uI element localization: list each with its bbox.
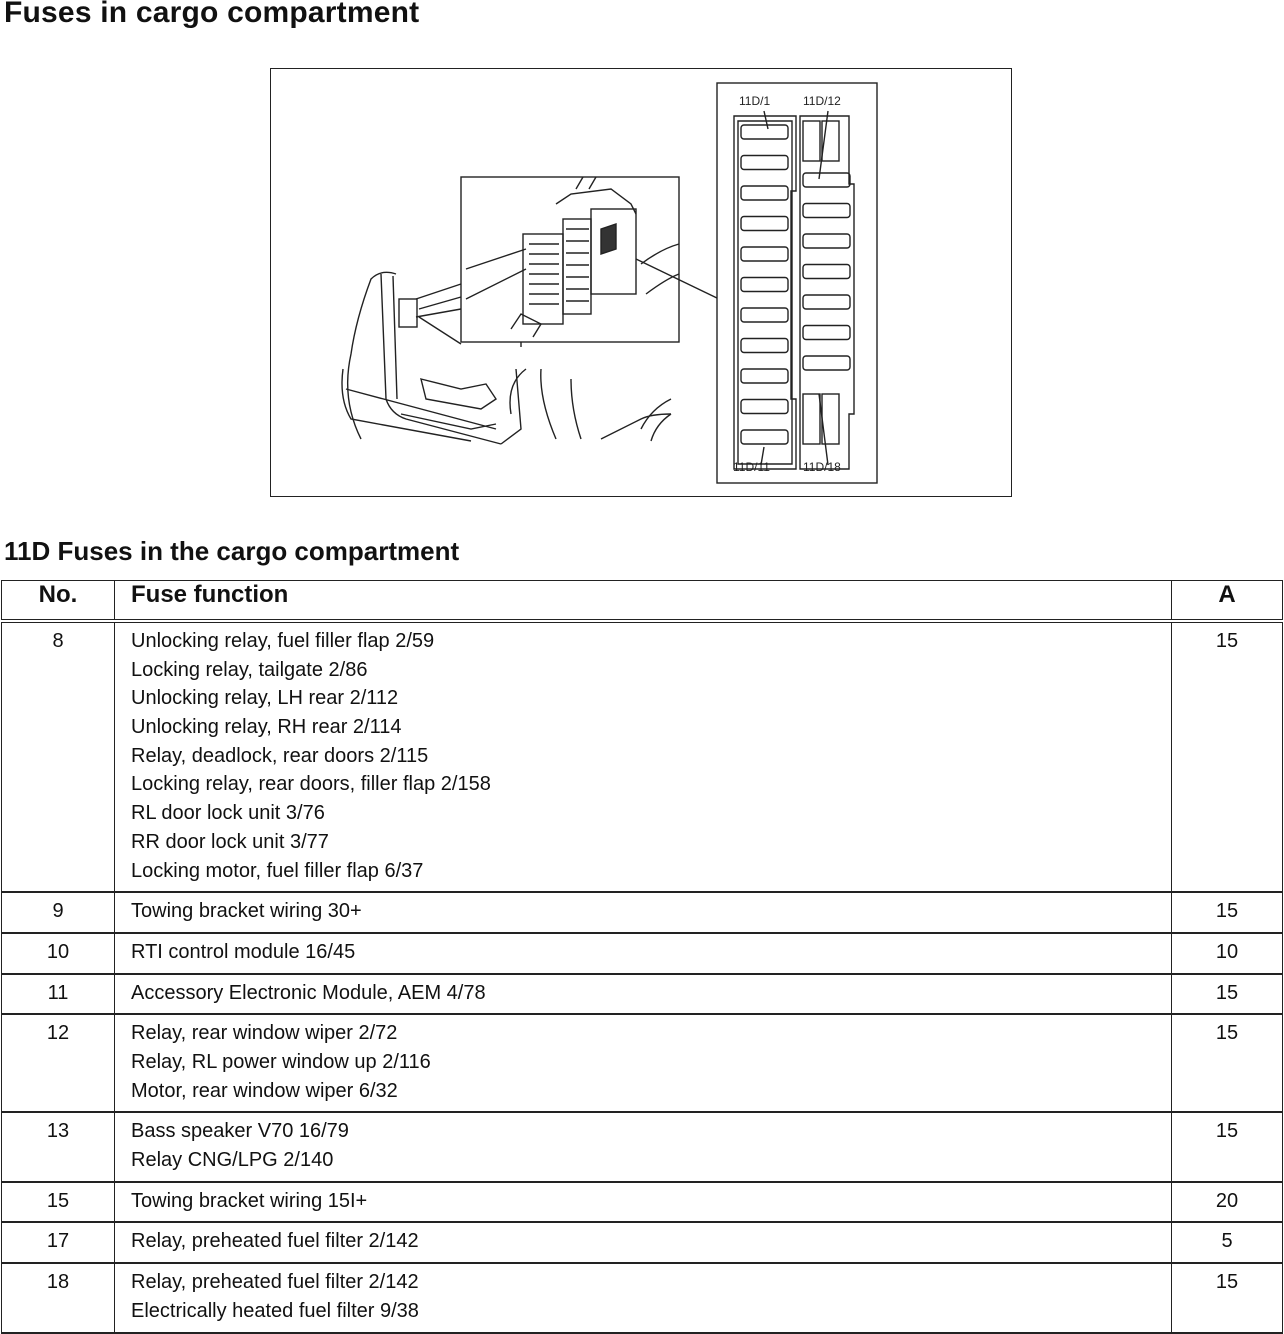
fuse-functions: [115, 1112, 1172, 1181]
label-11d-12: 11D/12: [803, 94, 841, 108]
fuse-function-line: Unlocking relay, LH rear 2/112: [131, 687, 399, 710]
header-function: Fuse function: [115, 581, 1172, 622]
fusebox-closeup-inset: [416, 177, 719, 342]
table-header-row: [2, 581, 1283, 622]
fuse-function-line: Electrically heated fuel filter 9/38: [131, 1299, 419, 1322]
fuse-function-line: Locking motor, fuel filler flap 6/37: [131, 859, 424, 882]
header-no: No.: [2, 581, 115, 622]
fuse-function-line: Relay, preheated fuel filter 2/142: [131, 1230, 419, 1253]
fuse-function-line: Accessory Electronic Module, AEM 4/78: [131, 981, 486, 1004]
fuse-table: [1, 580, 1283, 1334]
fuse-functions: [115, 1263, 1172, 1332]
fuse-amperage: 15: [1172, 1112, 1283, 1181]
fuse-number: 12: [2, 1014, 115, 1112]
table-row: [2, 621, 1283, 892]
fuse-amperage: 20: [1172, 1182, 1283, 1223]
fuse-number: 17: [2, 1222, 115, 1263]
fuse-function-line: RR door lock unit 3/77: [131, 830, 329, 853]
fuse-number: 8: [2, 621, 115, 892]
fuse-number: 10: [2, 933, 115, 974]
table-row: [2, 1222, 1283, 1263]
fuse-function-line: Relay, rear window wiper 2/72: [131, 1022, 398, 1045]
fuse-amperage: 10: [1172, 933, 1283, 974]
page-title: Fuses in cargo compartment: [4, 0, 420, 29]
cargo-compartment-illustration: [271, 69, 1013, 498]
fuse-location-figure: [270, 68, 1012, 497]
fuse-functions: [115, 621, 1172, 892]
fuse-function-line: Relay, preheated fuel filter 2/142: [131, 1271, 419, 1294]
fuse-functions: [115, 1222, 1172, 1263]
fuse-function-line: Motor, rear window wiper 6/32: [131, 1079, 398, 1102]
fuse-function-line: Relay CNG/LPG 2/140: [131, 1149, 334, 1172]
fuse-function-line: Unlocking relay, RH rear 2/114: [131, 716, 402, 739]
table-row: [2, 933, 1283, 974]
fuse-function-line: Locking relay, rear doors, filler flap 2/158: [131, 773, 491, 796]
fuse-function-line: Locking relay, tailgate 2/86: [131, 658, 368, 681]
fuse-function-line: RTI control module 16/45: [131, 940, 356, 963]
label-11d-18: 11D/18: [803, 460, 841, 474]
table-row: [2, 1182, 1283, 1223]
fuse-number: 9: [2, 892, 115, 933]
fuse-functions: [115, 892, 1172, 933]
section-title: 11D Fuses in the cargo compartment: [4, 536, 460, 566]
fuse-number: 11: [2, 974, 115, 1015]
label-11d-11: 11D/11: [733, 460, 770, 474]
table-row: [2, 1263, 1283, 1332]
fuse-number: 15: [2, 1182, 115, 1223]
fuse-number: 18: [2, 1263, 115, 1332]
table-row: [2, 892, 1283, 933]
fuse-amperage: 15: [1172, 892, 1283, 933]
fuse-function-line: Relay, deadlock, rear doors 2/115: [131, 744, 429, 767]
fuse-function-line: Bass speaker V70 16/79: [131, 1120, 349, 1143]
table-row: [2, 1014, 1283, 1112]
table-row: [2, 1112, 1283, 1181]
fuse-amperage: 5: [1172, 1222, 1283, 1263]
fuse-amperage: 15: [1172, 621, 1283, 892]
header-amps: A: [1172, 581, 1283, 622]
fuse-functions: [115, 1014, 1172, 1112]
fuse-function-line: RL door lock unit 3/76: [131, 802, 325, 825]
fuse-number: 13: [2, 1112, 115, 1181]
fuse-functions: [115, 1182, 1172, 1223]
fuse-box-diagram: [717, 83, 877, 483]
fuse-functions: [115, 974, 1172, 1015]
label-11d-1: 11D/1: [739, 94, 771, 108]
fuse-function-line: Towing bracket wiring 30+: [131, 900, 362, 923]
fuse-function-line: Relay, RL power window up 2/116: [131, 1050, 431, 1073]
fuse-function-line: Towing bracket wiring 15I+: [131, 1189, 368, 1212]
table-row: [2, 974, 1283, 1015]
fuse-functions: [115, 933, 1172, 974]
fuse-amperage: 15: [1172, 1014, 1283, 1112]
fuse-amperage: 15: [1172, 1263, 1283, 1332]
fuse-function-line: Unlocking relay, fuel filler flap 2/59: [131, 630, 435, 652]
fuse-amperage: 15: [1172, 974, 1283, 1015]
